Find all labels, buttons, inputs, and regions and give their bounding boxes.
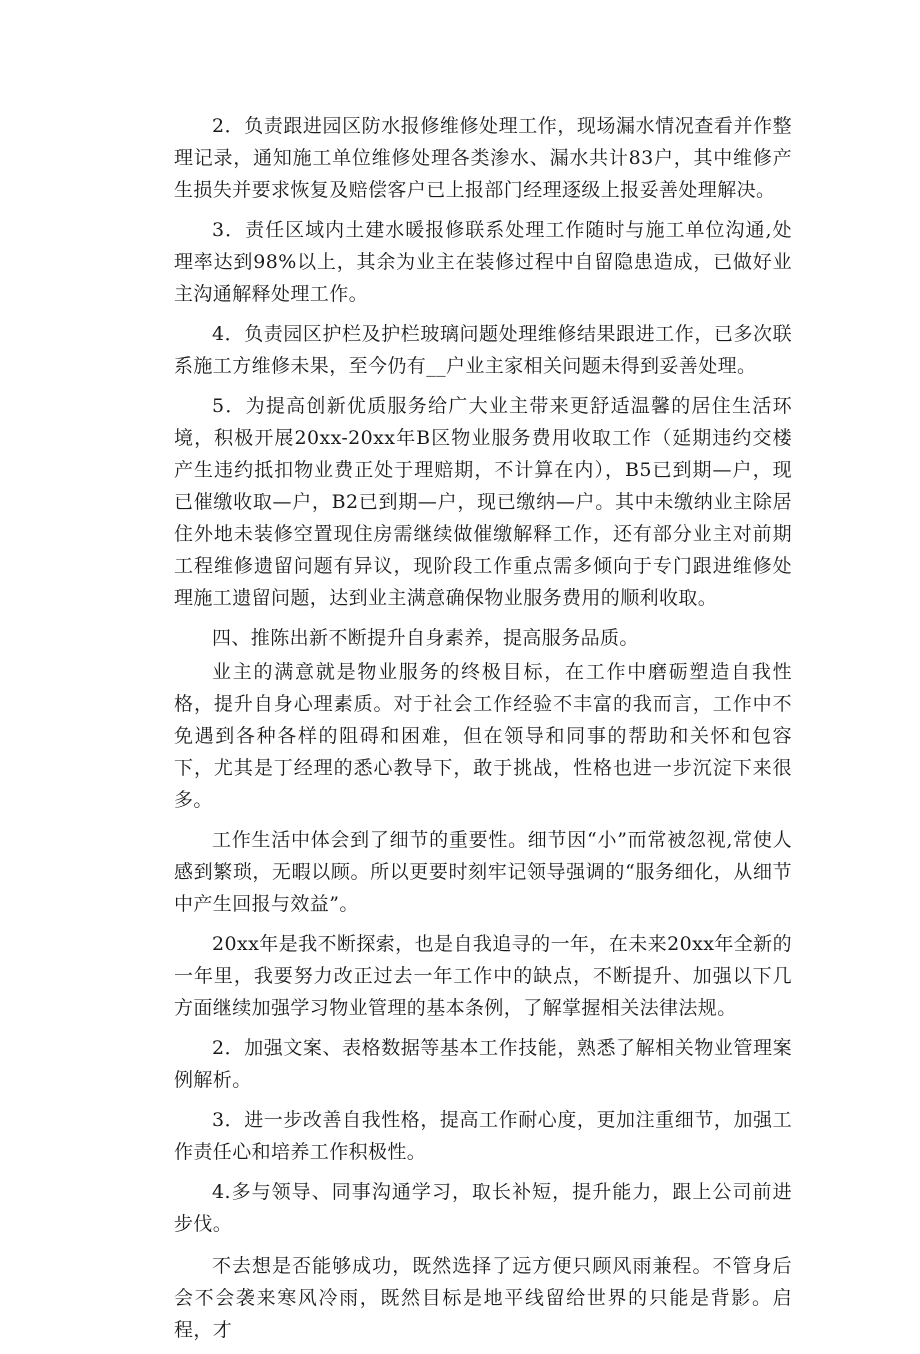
plan-item-3: 3．进一步改善自我性格，提高工作耐心度，更加注重细节，加强工作责任心和培养工作积极性。: [174, 1109, 792, 1163]
paragraph-closing: 不去想是否能够成功，既然选择了远方便只顾风雨兼程。不管身后会不会袭来寒风冷雨，既然目标是地平线留给世界的只能是背影。启程，才: [174, 1255, 792, 1341]
paragraph-item-4: 4．负责园区护栏及护栏玻璃问题处理维修结果跟进工作，已多次联系施工方维修未果，至今仍有__户业主家相关问题未得到妥善处理。: [174, 323, 792, 377]
section-heading-four: 四、推陈出新不断提升自身素养，提高服务品质。: [212, 627, 639, 649]
paragraph-item-3: 3．责任区域内土建水暖报修联系处理工作随时与施工单位沟通,处理率达到98%以上，其余为业主在装修过程中自留隐患造成，已做好业主沟通解释处理工作。: [174, 219, 792, 305]
paragraph-year-plan: 20xx年是我不断探索，也是自我追寻的一年，在未来20xx年全新的一年里，我要努力改正过去一年工作中的缺点，不断提升、加强以下几方面继续加强学习物业管理的基本条例，了解掌握相关法律法规。: [174, 933, 792, 1019]
plan-item-2: 2．加强文案、表格数据等基本工作技能，熟悉了解相关物业管理案例解析。: [174, 1037, 792, 1091]
paragraph-detail-importance: 工作生活中体会到了细节的重要性。细节因“小”而常被忽视,常使人感到繁琐，无暇以顾。所以更要时刻牢记领导强调的“服务细化，从细节中产生回报与效益”。: [174, 829, 792, 915]
paragraph-owner-satisfaction: 业主的满意就是物业服务的终极目标，在工作中磨砺塑造自我性格，提升自身心理素质。对于社会工作经验不丰富的我而言，工作中不免遇到各种各样的阻碍和困难，但在领导和同事的帮助和关怀和包容下，尤其是丁经理的悉心教导下，敢于挑战，性格也进一步沉淀下来很多。: [174, 661, 792, 811]
plan-item-4: 4.多与领导、同事沟通学习，取长补短，提升能力，跟上公司前进步伐。: [174, 1181, 792, 1235]
document-body: [174, 110, 792, 1354]
paragraph-item-2: 2．负责跟进园区防水报修维修处理工作，现场漏水情况查看并作整理记录，通知施工单位维修处理各类渗水、漏水共计83户，其中维修产生损失并要求恢复及赔偿客户已上报部门经理逐级上报妥善处理解决。: [174, 115, 792, 201]
paragraph-item-5: 5．为提高创新优质服务给广大业主带来更舒适温馨的居住生活环境，积极开展20xx-20xx年B区物业服务费用收取工作（延期违约交楼产生违约抵扣物业费正处于理赔期，不计算在内），B5已到期—户，现已催缴收取—户，B2已到期—户，现已缴纳—户。其中未缴纳业主除居住外地未装修空置现住房需继续做催缴解释工作，还有部分业主对前期工程维修遗留问题有异议，现阶段工作重点需多倾向于专门跟进维修处理施工遗留问题，达到业主满意确保物业服务费用的顺利收取。: [174, 395, 792, 609]
